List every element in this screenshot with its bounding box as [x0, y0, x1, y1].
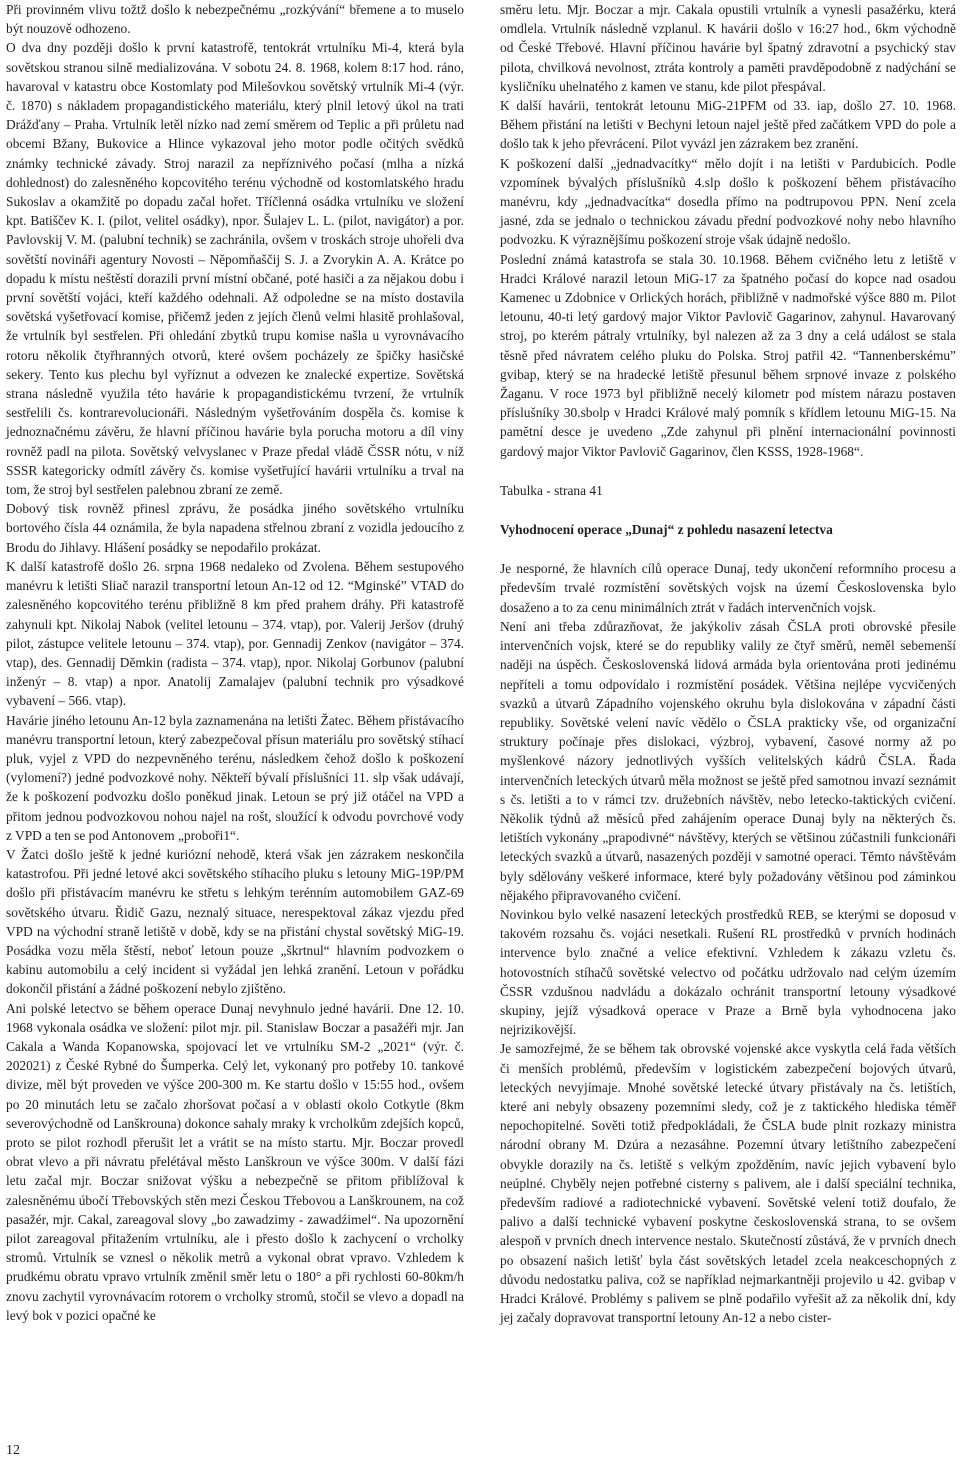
- paragraph: K další katastrofě došlo 26. srpna 1968 nedaleko od Zvolena. Během sestupového manévru k letišti Sliač narazil transportní letoun An-12 od 12. “Mginské” VTAD do zalesněného kopcovitého terénu přibližně 8 km před prahem dráhy. Při katastrofě zahynuli kpt. Nikolaj Nabok (velitel letounu – 374. vtap), por. Valerij Jeršov (druhý pilot, zástupce velitele letounu – 374. vtap), por. Gennadij Zenkov (navigátor – 374. vtap), des. Gennadij Dĕmkin (radista – 374. vtap), npor. Nikolaj Gorbunov (palubní inženýr – 8. vtap) a npor. Anatolij Zamalajev (palubní technik pro výsadkové vybavení – 566. vtap).: [6, 558, 464, 709]
- left-column: [6, 0, 464, 1325]
- paragraph: V Žatci došlo ještě k jedné kuriózní nehodě, která však jen zázrakem neskončila katastrofou. Při jedné letové akci sovětského stíhacího pluku s letouny MiG-19P/PM došlo při přistávacím manévru ke střetu s lehkým terénním automobilem GAZ-69 sovětského útvaru. Řidič Gazu, neznalý situace, nerespektoval zákaz vjezdu před VPD na východní straně letiště v době, kdy se na přistání chystal sovětský MiG-19. Posádka vozu měla štěstí, neboť letoun pouze „škrtnul“ hlavním podvozkem o kabinu automobilu a celý incident si vyžádal jen lehká zranění. Letoun v pořádku dokončil přistání a žádné poškození nebylo zjištěno.: [6, 846, 464, 997]
- page-number: 12: [6, 1443, 20, 1458]
- paragraph: K další havárii, tentokrát letounu MiG-21PFM od 33. iap, došlo 27. 10. 1968. Během přistání na letišti v Bechyni letoun najel ještě před začátkem VPD do pole a došlo tak k jeho převrácení. Pilot vyvázl jen zázrakem bez zranění.: [500, 98, 956, 152]
- paragraph: O dva dny později došlo k první katastrofě, tentokrát vrtulníku Mi-4, která byla sovětskou stranou silně medializována. V sobotu 24. 8. 1968, kolem 8:17 hod. ráno, havaroval v katastru obce Kostomlaty pod Milešovkou sovětský vrtulník Mi-4 (výr. č. 1870) s nákladem propagandistického materiálu, který plnil letový úkol na trati Drážďany – Praha. Vrtulník letěl nízko nad zemí směrem od Teplic a při průletu nad obcemi Bžany, Bukovice a Hlince vykazoval jeho motor podle očitých svědků známky technické závady. Stroj narazil za nepříznivého počasí (mlha a nízká dohlednost) do zalesněného kopcovitého terénu východně od kostomlatského hradu Sukoslav a okamžitě po dopadu začal hořet. Tříčlenná osádka vrtulníku ve složení kpt. Batiščev K. I. (pilot, velitel osádky), npor. Šulajev L. L. (pilot, navigátor) a por. Pavlovskij V. M. (palubní technik) se zachránila, ovšem v troskách stroje uhořeli dva sovětští novináři agentury Novosti – Něpomňaščij S. J. a Zvorykin A. A. Krátce po dopadu k místu neštěstí dorazili první místní občané, poté hasiči a za nějakou dobu i první sovětští vojáci, kteří každého odehnali. Až odpoledne se na místo dostavila sovětská vyšetřovací komise, přičemž jeden z jejích členů velmi hlasitě prohlašoval, že vrtulník byl sestřelen. Při ohledání zbytků trupu komise našla u vyrovnávacího rotoru několik čtyřhranných otvorů, které ovšem pocházely ze špičky hasičské sekery. Tento kus plechu byl vyříznut a odvezen ke znalecké expertize. Sovětská strana následně využila této havárie k propagandistickému tvrzení, že vrtulník sestřelili čs. kontrarevolucionáři. Následným vyšetřováním dospěla čs. komise k jednoznačnému závěru, že hlavní příčinou havárie byla porucha motoru a díl viny rovněž padl na pilota. Sovětský velvyslanec v Praze předal vládě ČSSR nótu, v níž SSSR kategoricky odmítl závěry čs. komise vyšetřující havárii vrtulníku a trval na tom, že stroj byl sestřelen palebnou zbraní ze země.: [6, 40, 464, 498]
- paragraph: směru letu. Mjr. Boczar a mjr. Cakala opustili vrtulník a vynesli pasažérku, která omdlela. Vrtulník následně vzplanul. K havárii došlo v 16:27 hod., 6km východně od České Třebové. Hlavní příčinou havárie byl špatný zdravotní a psychický stav pilota, chvilková nevolnost, ztráta kontroly a paměti pravděpodobně z nadýchání se kysličníku uhelnatého z kamen ve stanu, kde pilot přespával.: [500, 2, 956, 94]
- paragraph: Havárie jiného letounu An-12 byla zaznamenána na letišti Žatec. Během přistávacího manévru transportní letoun, který zabezpečoval přísun materiálu pro sovětský stíhací pluk, vyjel z VPD do nezpevněného terénu, následkem čehož došlo k poškození (vylomení?) jedné podvozkové nohy. Někteří bývalí příslušníci 11. slp však udávají, že k poškození podvozku došlo poněkud jinak. Letoun se prý již otáčel na VPD a přitom jednou podvozkovou nohou najel na rošt, sloužící k odvodu povrchové vody z VPD a ten se pod Antonovem „proboři1“.: [6, 712, 464, 843]
- paragraph: Novinkou bylo velké nasazení leteckých prostředků REB, se kterými se doposud v takovém rozsahu čs. vojáci nesetkali. Rušení RL prostředků v prvních hodinách intervence bylo značné a velice efektivní. Vzhledem k zákazu vzletu čs. hotovostních stíhačů sovětské velectvo od počátku udržovalo nad celým územím ČSSR vzdušnou nadvládu a dokázalo ochránit transportní letouny výsadkové skupiny, jejíž výsadková operace v Praze a Brně byla vyhodnocena jako nejrizikovější.: [500, 906, 956, 1038]
- spacer: [500, 539, 956, 559]
- paragraph: Při provinném vlivu tožtž došlo k nebezpečnému „rozkývání“ břemene a to muselo být nouzově odhozeno.: [6, 2, 464, 37]
- paragraph: Poslední známá katastrofa se stala 30. 10.1968. Během cvičného letu z letiště v Hradci Králové narazil letoun MiG-17 za špatného počasí do kopce nad osadou Kamenec u Zdobnice v Orlických horách, přibližně v nadmořské výšce 880 m. Pilot letounu, 40-ti letý gardový major Viktor Pavlovič Gagarinov, zahynul. Havarovaný stroj, po kterém pátraly vrtulníky, byl nalezen až za 3 dny a celá událost se stala těsně před návratem celého pluku do Polska. Stroj patřil 42. “Tannenberskému” gvibap, který se na hradecké letiště přesunul během srpnové invaze z polského Žaganu. V roce 1973 byl přibližně necelý kilometr pod místem nárazu postaven příslušníky 30.sbolp v Hradci Králové malý pomník s křídlem letounu MiG-15. Na pamětní desce je uvedeno „Zde zahynul při plnění internacionální povinnosti gardový major Viktor Pavlovič Gagarinov, člen KSSS, 1928-1968“.: [500, 251, 956, 459]
- paragraph: K poškození další „jednadvacítky“ mělo dojít i na letišti v Pardubicích. Podle vzpomínek bývalých příslušníků 4.slp došlo k poškození během přistávacího manévru, kdy „jednadvacítka“ dosedla přímo na podtrupovou PPN. Není zcela jasné, zda se jednalo o technickou závadu přední podvozkové nohy nebo hlavního podvozku. K výraznějšímu poškození stroje však údajně nedošlo.: [500, 155, 956, 248]
- right-column: [500, 0, 956, 1327]
- table-caption: Tabulka - strana 41: [500, 482, 603, 498]
- paragraph: Dobový tisk rovněž přinesl zprávu, že posádka jiného sovětského vrtulníku bortového čísla 44 oznámila, že byla napadena střelnou zbraní z vozidla jedoucího z Brodu do Jihlavy. Hlášení posádky se nepodařilo prokázat.: [6, 501, 464, 555]
- section-heading: Vyhodnocení operace „Dunaj“ z pohledu nasazení letectva: [500, 522, 833, 538]
- spacer: [500, 461, 956, 481]
- paragraph: Ani polské letectvo se během operace Dunaj nevyhnulo jedné havárii. Dne 12. 10. 1968 vykonala osádka ve složení: pilot mjr. pil. Stanislaw Boczar a pasažéři mjr. Jan Cakala a Wanda Kopanowska, spojovací let ve vrtulníku SM-2 „2021“ (výr. č. 202021) z České Rybné do Šumperka. Celý let, vykonaný pro potřeby 10. tankové divize, měl být proveden ve výšce 200-300 m. Ke startu došlo v 15:55 hod., ovšem po 20 minutách letu se začalo zhoršovat počasí a v oblasti okolo Cotkytle (8km severovýchodně od Lanškrouna) dokonce sahaly mraky k vrcholkům zdejších kopců, proto se pilot rozhodl přerušit let a vrátit se na místo startu. Mjr. Boczar provedl obrat vlevo a při návratu přelétával město Lanškroun ve výšce 300m. V další fázi letu začal mjr. Boczar snižovat výšku a nebezpečně se přitom přiblížoval k zalesněnému úbočí Třebovských stěn mezi Českou Třebovou a Lanškrounem, na což pasažér, mjr. Cakal, zareagoval slovy „bo zawadzimy - zawadźimel“. Na upozornění pilot zareagoval přitažením vrtulníku, ale i přesto došlo k zachycení o vrcholky stromů. Vrtulník se vznesl o několik metrů a vykonal obrat vpravo. Vzhledem k prudkému obratu vpravo vrtulník změnil směr letu o 180° a při rychlosti 60-80km/h znovu zachytil vyrovnávacím rotorem o vrcholky stromů, stočil se vlevo a dopadl na levý bok v pozici opačné ke: [6, 1000, 464, 1323]
- paragraph: Je samozřejmé, že se během tak obrovské vojenské akce vyskytla celá řada větších či menších problémů, především v logistickém zabezpečení bojových útvarů, leteckých nevyjímaje. Mnohé sovětské letecké útvary přistávaly na čs. letištích, které ani nebyly obsazeny pozemními sledy, což je z taktického hlediska téměř nepochopitelné. Sověti totiž předpokládali, že ČSLA bude plnit rozkazy ministra národní obrany M. Dzúra a nezasáhne. Pozemní útvary letištního zabezpečení obvykle dorazily na čs. letiště s velkým zpožděním, navíc jejich vybavení bylo neúplné. Chyběly nejen potřebné cisterny s palivem, ale i další speciální technika, především radiové a radiotechnické vybavení. Sovětské velení totiž doufalo, že palivo a další technické vybavení poskytne československá strana, to se ovšem alespoň v prvních dnech intervence nestalo. Skutečností zůstává, že v prvních dnech po obsazení našich letišť byla část sovětských letadel zcela neakceschopných z důvodu nedostatku paliva, což se například nejmarkantněji projevilo u 42. gvibap v Hradci Králové. Problémy s palivem se plně podařilo vyřešit až za několik dní, kdy jej začaly dopravovat transportní letouny An-12 a nebo cister-: [500, 1041, 956, 1326]
- paragraph: Je nesporné, že hlavních cílů operace Dunaj, tedy ukončení reformního procesu a především trvalé rozmístění sovětských vojsk na území Československa bylo dosaženo a to za cenu minimálních ztrát v řadách intervenčních vojsk.: [500, 561, 956, 615]
- paragraph: Není ani třeba zdůrazňovat, že jakýkoliv zásah ČSLA proti obrovské přesile intervenčních vojsk, které se do republiky valily ze čtyř směrů, neměl sebemenší naději na úspěch. Československá lidová armáda byla orientována proti jedinému nepříteli a tomu odpovídalo i rozmístění posádek. Většina nejlépe vycvičených svazků a útvarů Západního vojenského okruhu byla dislokována v západní části republiky. Sovětské velení navíc vědělo o ČSLA prakticky vše, od organizační struktury počínaje přes dislokaci, výzbroj, vybavení, časové normy až po myšlenkové názory jednotlivých vyšších velitelských kádrů ČSLA. Řada intervenčních leteckých útvarů měla možnost se ještě před samotnou invazí seznámit s čs. letišti a to v rámci tzv. družebních návštěv, nebo letecko-taktických cvičení. Několik týdnů až měsíců před zahájením operace Dunaj byly na některých čs. letištích vykonány „prapodivné“ návštěvy, kterých se většinou zúčastnili funkcionáři leteckých svazků a útvarů, nasazených později v samotné operaci. Těmto návštěvám byly sdělovány veškeré informace, které byly požadovány většinou pod záminkou nějakého připravovaného cvičení.: [500, 618, 956, 903]
- spacer: [500, 500, 956, 520]
